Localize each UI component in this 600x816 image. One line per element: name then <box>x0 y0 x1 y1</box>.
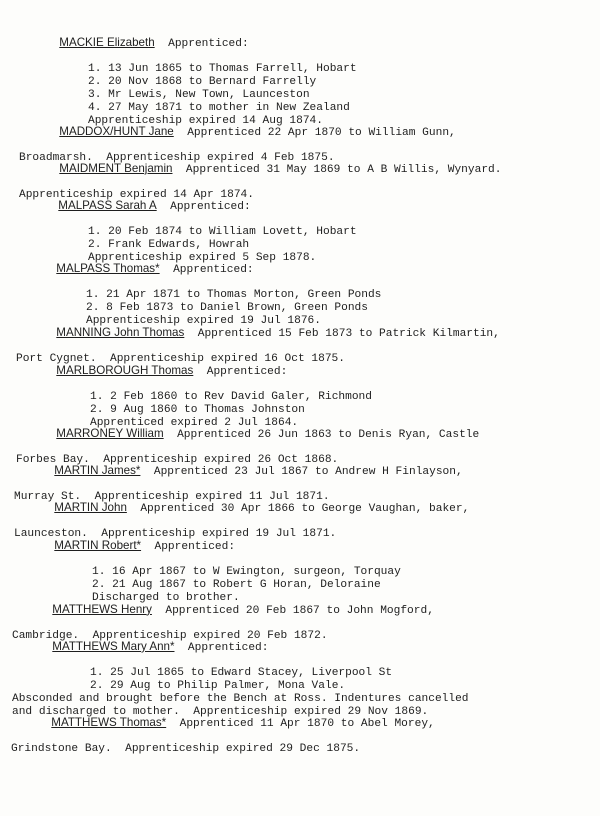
record-line: Murray St. Apprenticeship expired 11 Jul 1871. <box>14 491 330 504</box>
record-name: MARRONEY William <box>56 426 164 440</box>
record-text: Apprenticed 22 Apr 1870 to William Gunn, <box>187 126 456 139</box>
record-line: 2. 8 Feb 1873 to Daniel Brown, Green Ponds <box>86 302 368 315</box>
record-line: 1. 16 Apr 1867 to W Ewington, surgeon, Torquay <box>92 566 401 579</box>
record-name: MARTIN James* <box>54 463 141 477</box>
record-name: MARTIN Robert* <box>54 538 142 552</box>
record-line: Apprenticeship expired 5 Sep 1878. <box>88 251 317 264</box>
record-text: Apprenticed 20 Feb 1867 to John Mogford, <box>165 604 434 617</box>
record-text: Apprenticed 30 Apr 1866 to George Vaughan, baker, <box>140 502 470 515</box>
record-line: Port Cygnet. Apprenticeship expired 16 Oct 1875. <box>16 353 345 366</box>
record-line: and discharged to mother. Apprenticeship expired 29 Nov 1869. <box>12 705 429 718</box>
record-name: MANNING John Thomas <box>56 325 185 339</box>
record-text: Apprenticed 31 May 1869 to A B Willis, Wynyard. <box>185 163 502 176</box>
record-text: Apprenticed: <box>173 263 254 276</box>
record-text: Apprenticed 11 Apr 1870 to Abel Morey, <box>179 717 435 730</box>
record-line: Absconded and brought before the Bench at Ross. Indentures cancelled <box>12 692 469 705</box>
record-line: 1. 25 Jul 1865 to Edward Stacey, Liverpool St <box>90 667 393 680</box>
record-line: Grindstone Bay. Apprenticeship expired 29 Dec 1875. <box>11 743 361 756</box>
record-name: MALPASS Thomas* <box>56 261 160 275</box>
record-text: Apprenticed 15 Feb 1873 to Patrick Kilmartin, <box>197 327 500 340</box>
record-text: Apprenticed 26 Jun 1863 to Denis Ryan, Castle <box>177 428 480 441</box>
record-line: 1. 13 Jun 1865 to Thomas Farrell, Hobart <box>88 63 357 76</box>
record-text: Apprenticed: <box>154 540 236 553</box>
record-entry <box>0 24 600 127</box>
record-line: 3. Mr Lewis, New Town, Launceston <box>88 88 310 101</box>
record-name: MATTHEWS Henry <box>52 602 152 616</box>
record-text: Apprenticed: <box>168 37 249 50</box>
record-line: 2. 9 Aug 1860 to Thomas Johnston <box>90 404 305 417</box>
record-line: Broadmarsh. Apprenticeship expired 4 Feb 1875. <box>19 152 335 165</box>
record-name: MALPASS Sarah A <box>58 198 157 212</box>
record-line: Launceston. Apprenticeship expired 19 Jul 1871. <box>14 528 337 541</box>
record-name: MARLBOROUGH Thomas <box>56 363 194 377</box>
record-line: Discharged to brother. <box>92 591 240 604</box>
record-line: 1. 21 Apr 1871 to Thomas Morton, Green Ponds <box>86 289 382 302</box>
record-line: 2. Frank Edwards, Howrah <box>88 239 250 252</box>
record-line: Apprenticeship expired 14 Apr 1874. <box>19 189 254 202</box>
record-line: 2. 20 Nov 1868 to Bernard Farrelly <box>88 76 317 89</box>
record-text: Apprenticed 23 Jul 1867 to Andrew H Finlayson, <box>153 465 463 478</box>
record-line: Apprenticed expired 2 Jul 1864. <box>90 416 299 429</box>
record-line: 1. 20 Feb 1874 to William Lovett, Hobart <box>88 226 357 239</box>
record-line: Apprenticeship expired 19 Jul 1876. <box>86 314 321 327</box>
record-name: MATTHEWS Mary Ann* <box>52 639 175 653</box>
record-line: 2. 29 Aug to Philip Palmer, Mona Vale. <box>90 680 346 693</box>
record-name: MARTIN John <box>54 500 127 514</box>
record-line: 1. 2 Feb 1860 to Rev David Galer, Richmond <box>90 391 372 404</box>
record-line: 4. 27 May 1871 to mother in New Zealand <box>88 101 350 114</box>
record-name: MAIDMENT Benjamin <box>59 161 173 175</box>
record-text: Apprenticed: <box>206 365 288 378</box>
record-line: Cambridge. Apprenticeship expired 20 Feb 1872. <box>12 630 328 643</box>
record-name: MACKIE Elizabeth <box>59 35 155 49</box>
record-entry <box>0 704 600 756</box>
record-line: 2. 21 Aug 1867 to Robert G Horan, Deloraine <box>92 579 381 592</box>
record-name: MATTHEWS Thomas* <box>51 715 167 729</box>
record-text: Apprenticed: <box>187 641 269 654</box>
record-text: Apprenticed: <box>170 200 251 213</box>
record-name: MADDOX/HUNT Jane <box>59 124 174 138</box>
record-line: Apprenticeship expired 14 Aug 1874. <box>88 114 323 127</box>
record-line: Forbes Bay. Apprenticeship expired 26 Oct 1868. <box>16 454 339 467</box>
